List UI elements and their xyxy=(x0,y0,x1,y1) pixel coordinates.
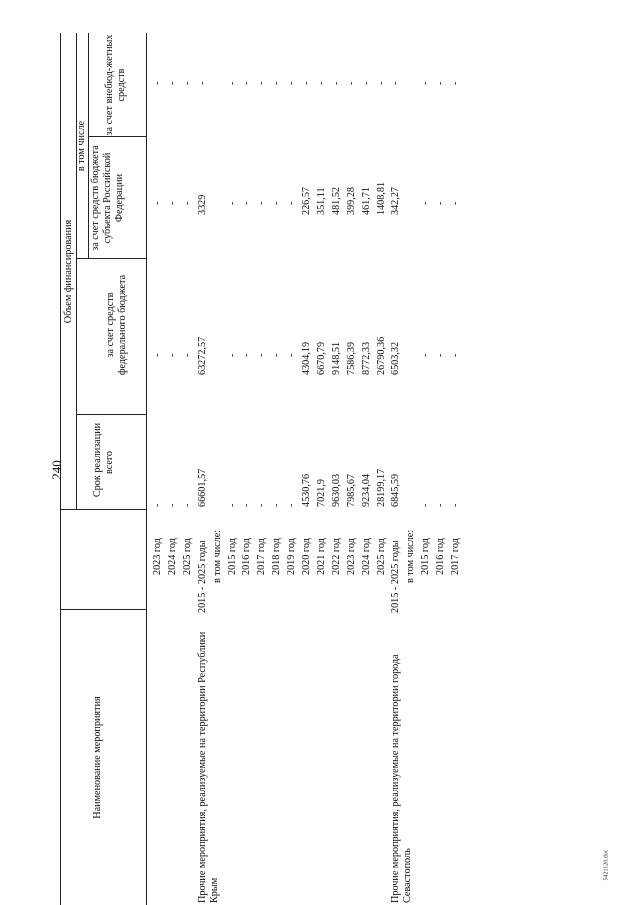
cell-regional: - xyxy=(286,201,298,205)
cell-federal: - xyxy=(166,353,178,357)
cell-regional: - xyxy=(256,201,268,205)
cell-regional: - xyxy=(181,201,193,205)
cell-period: 2024 год xyxy=(166,538,178,575)
cell-regional: 342,27 xyxy=(390,186,402,215)
cell-period: 2022 год xyxy=(330,538,342,575)
cell-extra: - xyxy=(435,81,447,85)
cell-period: 2018 год xyxy=(271,538,283,575)
cell-regional: - xyxy=(271,201,283,205)
rotated-table xyxy=(60,33,640,905)
cell-period: 2015 год xyxy=(226,538,238,575)
header-federal: за счет средств федерального бюджета xyxy=(105,274,128,376)
cell-period: 2024 год xyxy=(360,538,372,575)
header-name: Наименование мероприятия xyxy=(92,696,103,819)
cell-extra: - xyxy=(375,81,387,85)
header-period: Срок реализации xyxy=(92,422,103,498)
cell-federal: 4304,19 xyxy=(301,341,312,375)
cell-total: - xyxy=(181,503,193,507)
header-bottom-rule xyxy=(146,33,147,905)
cell-period: 2016 год xyxy=(241,538,253,575)
cell-federal: - xyxy=(420,353,432,357)
cell-federal: 6670,79 xyxy=(315,341,327,375)
cell-extra: - xyxy=(420,81,432,85)
cell-period: 2019 год xyxy=(286,538,298,575)
header-including-rule xyxy=(88,33,89,259)
cell-total: 66601,57 xyxy=(196,468,208,507)
cell-total: - xyxy=(166,503,178,507)
cell-period: 2015 - 2025 годы xyxy=(390,540,402,613)
cell-extra: - xyxy=(226,81,238,85)
cell-extra: - xyxy=(315,81,327,85)
header-volume: Объем финансирования xyxy=(63,219,74,324)
cell-period: в том числе: xyxy=(211,529,223,583)
cell-regional: 226,57 xyxy=(301,186,312,215)
cell-period: 2015 - 2025 годы xyxy=(196,540,208,613)
cell-federal: 7586,39 xyxy=(345,341,357,375)
cell-period: 2023 год xyxy=(152,538,163,575)
cell-regional: - xyxy=(420,201,432,205)
cell-federal: - xyxy=(181,353,193,357)
header-including: в том числе xyxy=(76,120,87,172)
cell-regional: 461,71 xyxy=(360,186,372,215)
cell-regional: - xyxy=(435,201,447,205)
cell-total: 4530,76 xyxy=(301,473,312,507)
cell-extra: - xyxy=(256,81,268,85)
header-extra: за счет внебюд-жетных средств xyxy=(104,34,127,136)
cell-extra: - xyxy=(286,81,298,85)
cell-regional: - xyxy=(152,201,163,205)
cell-federal: - xyxy=(271,353,283,357)
cell-regional: - xyxy=(166,201,178,205)
cell-total: - xyxy=(256,503,268,507)
cell-extra: - xyxy=(330,81,342,85)
cell-regional: 481,52 xyxy=(330,186,342,215)
page-number: 240 xyxy=(49,460,64,480)
doc-footer: 5421120.doc xyxy=(603,849,610,881)
cell-extra: - xyxy=(450,81,461,85)
cell-total: - xyxy=(226,503,238,507)
cell-federal: 9148,51 xyxy=(330,341,342,375)
cell-total: 28199,17 xyxy=(375,468,387,507)
cell-period: в том числе: xyxy=(405,529,417,583)
cell-federal: - xyxy=(435,353,447,357)
cell-name: Прочие мероприятия, реализуемые на территории Республики Крым xyxy=(196,631,220,903)
cell-extra: - xyxy=(241,81,253,85)
cell-regional: 351,11 xyxy=(315,187,327,215)
cell-extra: - xyxy=(390,81,402,85)
cell-total: 7985,67 xyxy=(345,473,357,507)
cell-extra: - xyxy=(196,81,208,85)
cell-extra: - xyxy=(181,81,193,85)
cell-period: 2025 год xyxy=(375,538,387,575)
cell-period: 2016 год xyxy=(435,538,447,575)
cell-extra: - xyxy=(271,81,283,85)
cell-federal: - xyxy=(256,353,268,357)
cell-extra: - xyxy=(166,81,178,85)
cell-federal: 26790,36 xyxy=(375,336,387,375)
cell-name: Прочие мероприятия, реализуемые на территории города Севастополь xyxy=(390,654,414,903)
cell-federal: 6503,32 xyxy=(390,341,402,375)
cell-total: 9630,03 xyxy=(330,473,342,507)
cell-total: 9234,04 xyxy=(360,473,372,507)
cell-period: 2015 год xyxy=(420,538,432,575)
cell-total: - xyxy=(241,503,253,507)
cell-extra: - xyxy=(152,81,163,85)
cell-period: 2020 год xyxy=(301,538,312,575)
cell-regional: - xyxy=(226,201,238,205)
cell-total: - xyxy=(271,503,283,507)
header-total: всего xyxy=(104,451,115,474)
cell-period: 2023 год xyxy=(345,538,357,575)
cell-total: - xyxy=(152,503,163,507)
cell-regional: 399,28 xyxy=(345,186,357,215)
cell-federal: 63272,57 xyxy=(196,336,208,375)
cell-regional: - xyxy=(450,201,461,205)
cell-federal: 8772,33 xyxy=(360,341,372,375)
cell-total: - xyxy=(420,503,432,507)
cell-period: 2021 год xyxy=(315,538,327,575)
cell-regional: 3329 xyxy=(196,194,208,215)
cell-total: 7021,9 xyxy=(315,478,327,507)
table-top-rule xyxy=(60,33,61,905)
cell-extra: - xyxy=(345,81,357,85)
cell-period: 2017 год xyxy=(450,538,461,575)
cell-period: 2017 год xyxy=(256,538,268,575)
header-regional: за счет средств бюджета субъекта Российской Федерации xyxy=(90,145,125,251)
cell-federal: - xyxy=(226,353,238,357)
cell-federal: - xyxy=(241,353,253,357)
cell-extra: - xyxy=(360,81,372,85)
cell-federal: - xyxy=(152,353,163,357)
cell-period: 2025 год xyxy=(181,538,193,575)
cell-extra: - xyxy=(301,81,312,85)
cell-regional: - xyxy=(241,201,253,205)
cell-total: 6845,59 xyxy=(390,473,402,507)
cell-federal: - xyxy=(286,353,298,357)
cell-regional: 1408,81 xyxy=(375,181,387,215)
cell-total: - xyxy=(286,503,298,507)
cell-total: - xyxy=(450,503,461,507)
cell-federal: - xyxy=(450,353,461,357)
cell-total: - xyxy=(435,503,447,507)
